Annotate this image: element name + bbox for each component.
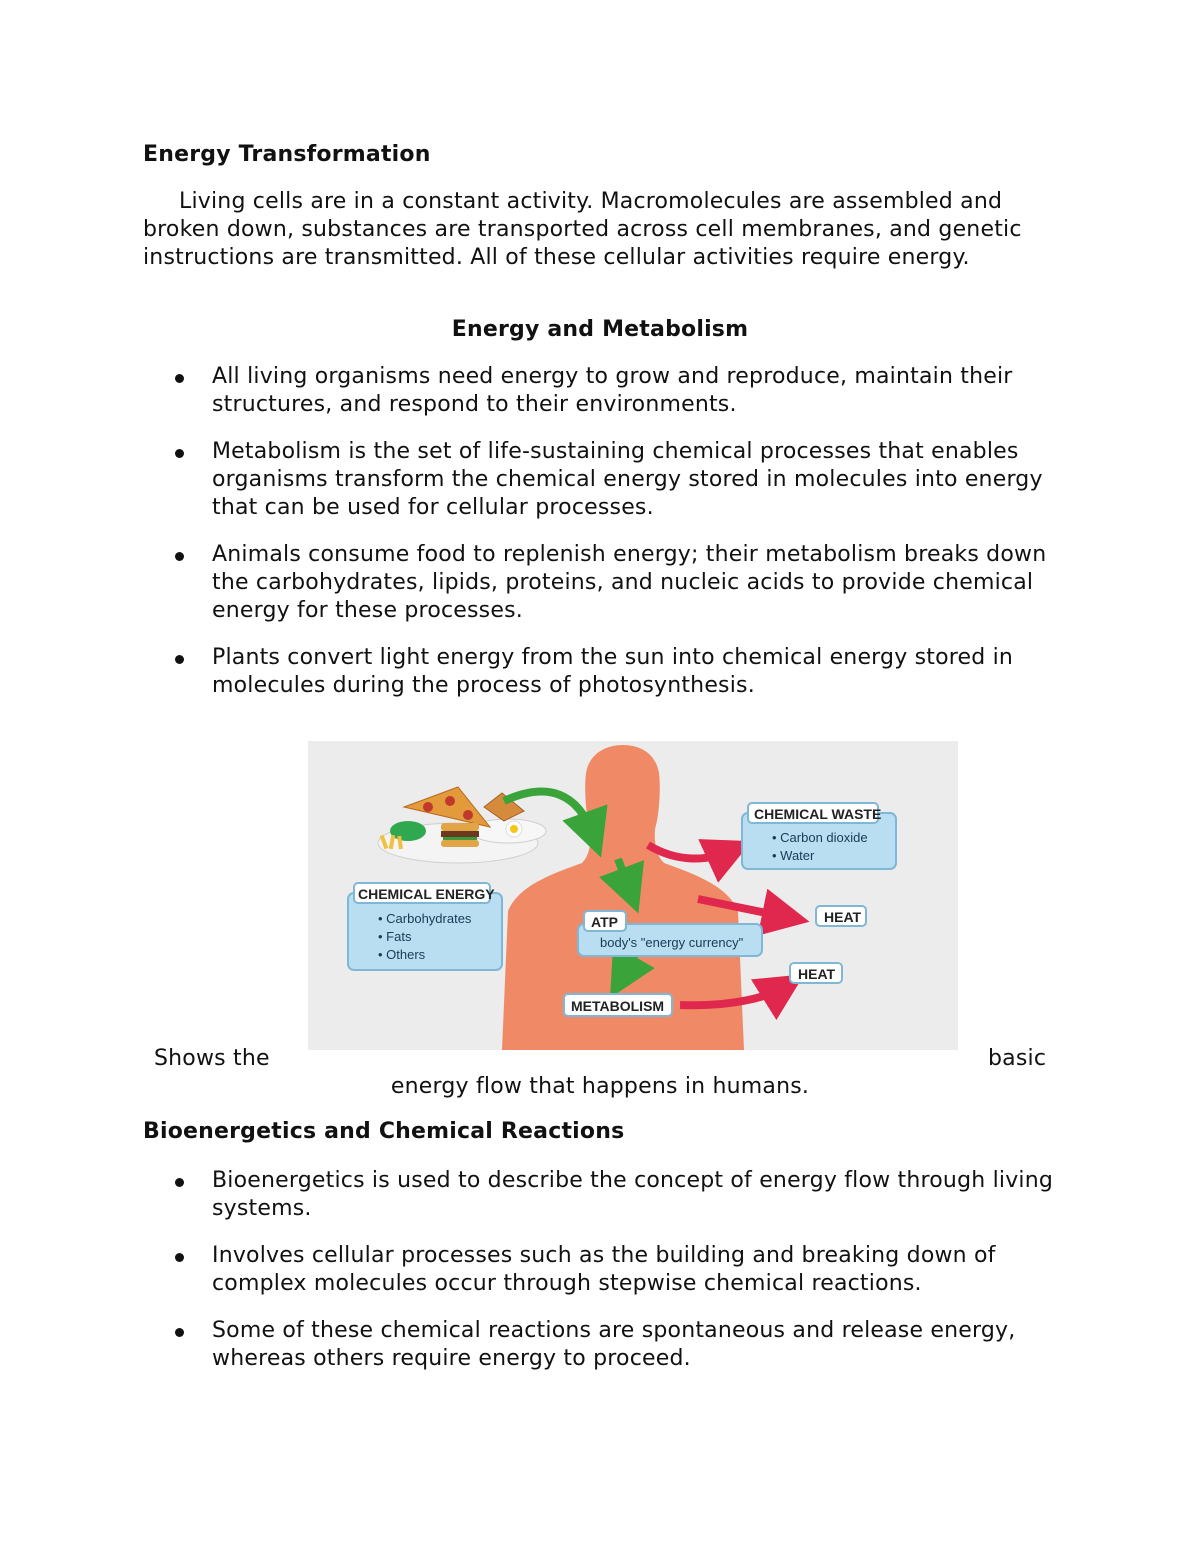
list-item <box>172 644 1072 700</box>
list-item-text: Animals consume food to replenish energy; their metabolism breaks down the carbohydrates, lipids, proteins, and nucleic acids to provide chemical energy for these processes. <box>212 542 1047 623</box>
energy-flow-diagram <box>308 741 958 1050</box>
energy-metabolism-list <box>172 363 1072 719</box>
chemical-energy-item: • Others <box>378 947 426 962</box>
chemical-waste-item: • Carbon dioxide <box>772 830 868 845</box>
list-item <box>172 541 1072 625</box>
bullet-icon <box>175 374 184 383</box>
list-item <box>172 438 1072 522</box>
figure-caption-right: basic <box>988 1046 1047 1071</box>
list-item-text: Metabolism is the set of life-sustaining chemical processes that enables organisms transform the chemical energy stored in molecules into energy that can be used for cellular processes. <box>212 439 1043 520</box>
list-item <box>172 1167 1072 1223</box>
list-item <box>172 1242 1072 1298</box>
list-item-text: Plants convert light energy from the sun into chemical energy stored in molecules during the process of photosynthesis. <box>212 645 1014 698</box>
section-title-energy-metabolism: Energy and Metabolism <box>451 317 749 342</box>
list-item-text: Bioenergetics is used to describe the concept of energy flow through living systems. <box>212 1168 1054 1221</box>
figure-caption-line2: energy flow that happens in humans. <box>390 1074 810 1099</box>
list-item-text: All living organisms need energy to grow and reproduce, maintain their structures, and respond to their environments. <box>212 364 1013 417</box>
heat-upper-label: HEAT <box>824 909 862 925</box>
metabolism-box <box>564 994 672 1016</box>
energy-flow-figure <box>308 741 958 1050</box>
bullet-icon <box>175 449 184 458</box>
list-item-text: Some of these chemical reactions are spontaneous and release energy, whereas others require energy to proceed. <box>212 1318 1016 1371</box>
bullet-icon <box>175 1253 184 1262</box>
bullet-icon <box>175 552 184 561</box>
list-item-text: Involves cellular processes such as the building and breaking down of complex molecules occur through stepwise chemical reactions. <box>212 1243 996 1296</box>
list-item <box>172 363 1072 419</box>
heat-lower-label: HEAT <box>798 966 836 982</box>
atp-title: ATP <box>591 914 618 930</box>
figure-caption-left: Shows the <box>154 1046 270 1071</box>
bullet-icon <box>175 1328 184 1337</box>
bioenergetics-list <box>172 1167 1072 1392</box>
chemical-energy-item: • Fats <box>378 929 412 944</box>
metabolism-label: METABOLISM <box>571 998 665 1014</box>
section-title-bioenergetics: Bioenergetics and Chemical Reactions <box>143 1119 625 1144</box>
section-title-energy-transformation: Energy Transformation <box>143 142 431 167</box>
heat-upper-box <box>816 906 866 926</box>
chemical-energy-item: • Carbohydrates <box>378 911 472 926</box>
atp-subtitle: body's "energy currency" <box>600 935 744 950</box>
bullet-icon <box>175 655 184 664</box>
chemical-waste-box <box>742 803 896 869</box>
heat-lower-box <box>790 963 842 983</box>
list-item <box>172 1317 1072 1373</box>
chemical-energy-box <box>348 883 502 970</box>
chemical-waste-title: CHEMICAL WASTE <box>754 806 882 822</box>
chemical-energy-title: CHEMICAL ENERGY <box>358 886 495 902</box>
bullet-icon <box>175 1178 184 1187</box>
waste-arrow <box>648 845 730 859</box>
intro-paragraph: Living cells are in a constant activity. Macromolecules are assembled and broken down, substances are transported across cell membranes, and genetic instructions are transmitted. All of these cellular activities require energy. <box>143 189 1022 270</box>
chemical-waste-item: • Water <box>772 848 815 863</box>
